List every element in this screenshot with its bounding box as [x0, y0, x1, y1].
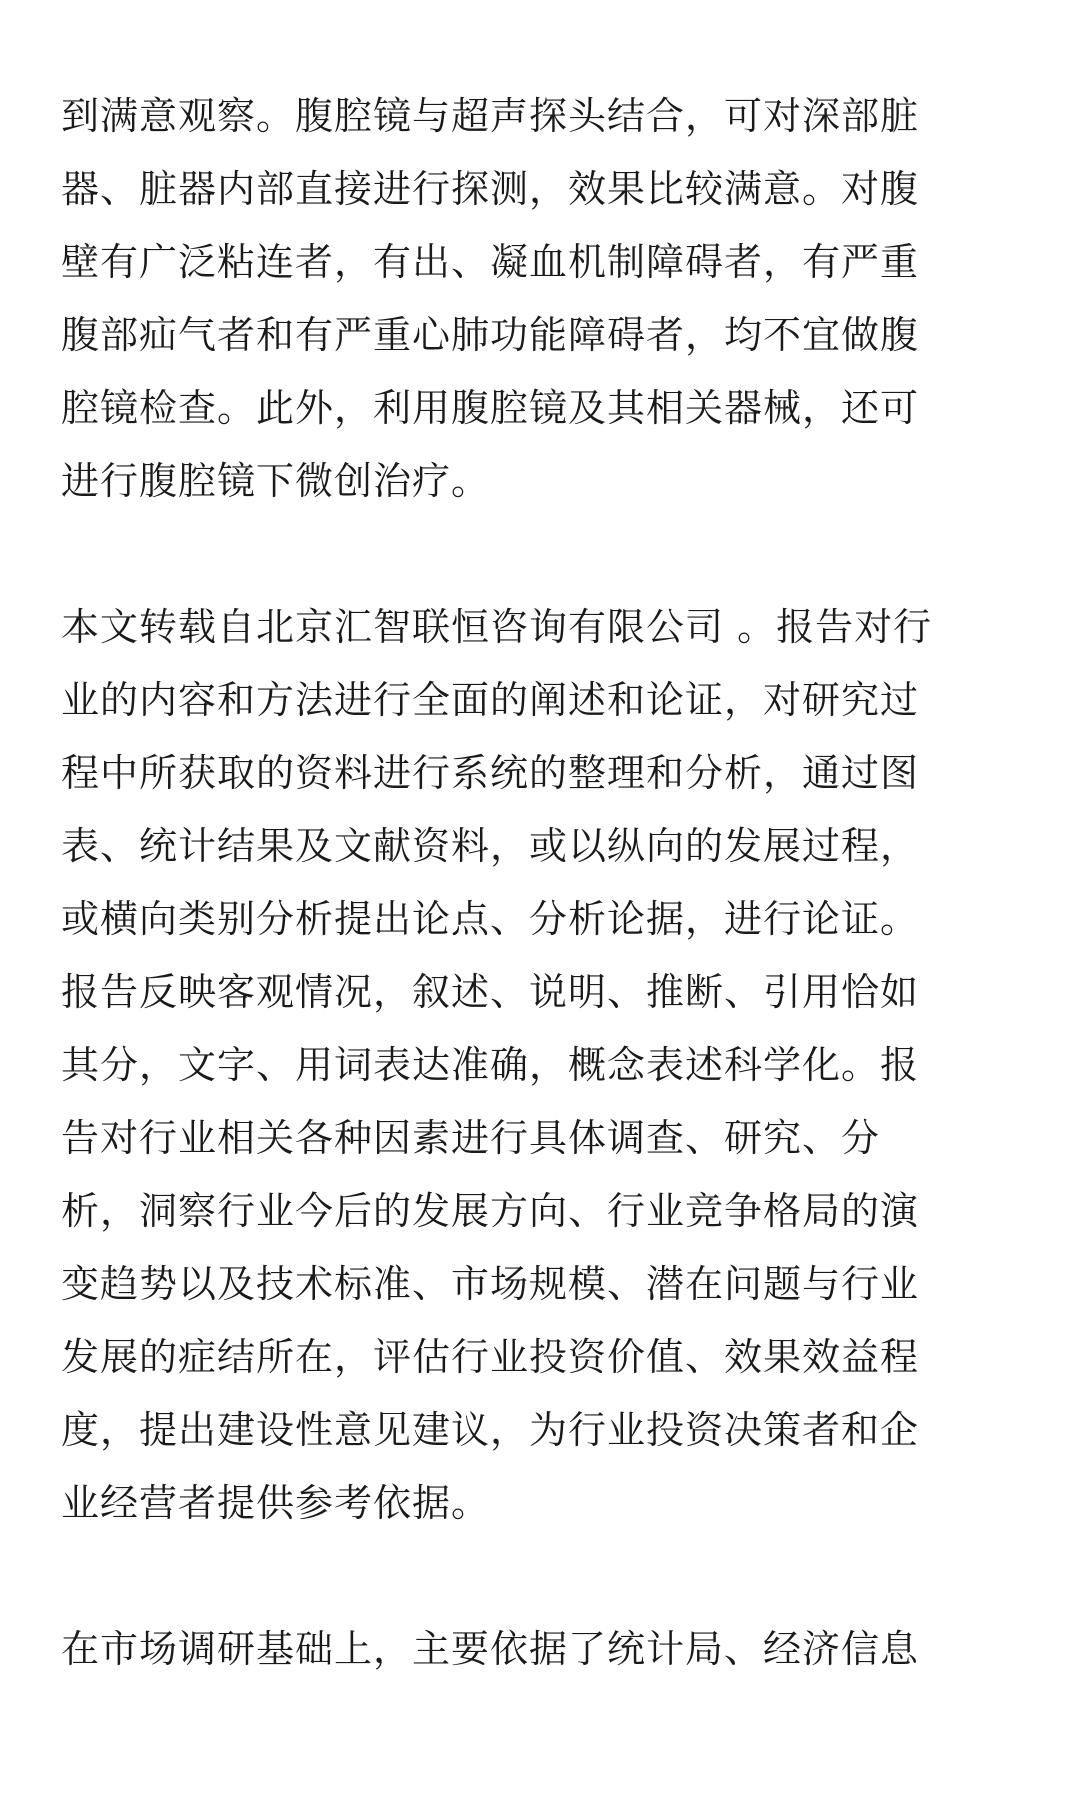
text-line: 壁有广泛粘连者，有出、凝血机制障碍者，有严重 [61, 240, 920, 284]
paragraph-spacer [61, 1540, 1021, 1613]
text-line: 析，洞察行业今后的发展方向、行业竞争格局的演 [61, 1189, 920, 1233]
paragraph-market-research [61, 1613, 1021, 1686]
text-line: 到满意观察。腹腔镜与超声探头结合，可对深部脏 [61, 94, 920, 138]
text-line: 器、脏器内部直接进行探测，效果比较满意。对腹 [61, 167, 920, 211]
text-line: 进行腹腔镜下微创治疗。 [61, 459, 491, 503]
text-line: 腹部疝气者和有严重心肺功能障碍者，均不宜做腹 [61, 313, 920, 357]
text-line: 变趋势以及技术标准、市场规模、潜在问题与行业 [61, 1262, 920, 1306]
text-line: 或横向类别分析提出论点、分析论据，进行论证。 [61, 897, 920, 941]
article-body [61, 80, 1021, 1686]
text-line: 程中所获取的资料进行系统的整理和分析，通过图 [61, 751, 920, 795]
text-line: 在市场调研基础上，主要依据了统计局、经济信息 [61, 1627, 920, 1671]
paragraph-report-intro [61, 591, 1021, 1540]
paragraph-laparoscopy [61, 80, 1021, 518]
text-line: 业经营者提供参考依据。 [61, 1481, 491, 1525]
paragraph-spacer [61, 518, 1021, 591]
text-line: 腔镜检查。此外，利用腹腔镜及其相关器械，还可 [61, 386, 920, 430]
text-line: 其分，文字、用词表达准确，概念表述科学化。报 [61, 1043, 920, 1087]
text-line: 报告反映客观情况，叙述、说明、推断、引用恰如 [61, 970, 920, 1014]
text-line: 本文转载自北京汇智联恒咨询有限公司 。报告对行 [61, 605, 933, 649]
text-line: 发展的症结所在，评估行业投资价值、效果效益程 [61, 1335, 920, 1379]
text-line: 告对行业相关各种因素进行具体调查、研究、分 [61, 1116, 881, 1160]
text-line: 度，提出建设性意见建议，为行业投资决策者和企 [61, 1408, 920, 1452]
text-line: 表、统计结果及文献资料，或以纵向的发展过程， [61, 824, 920, 868]
text-line: 业的内容和方法进行全面的阐述和论证，对研究过 [61, 678, 920, 722]
